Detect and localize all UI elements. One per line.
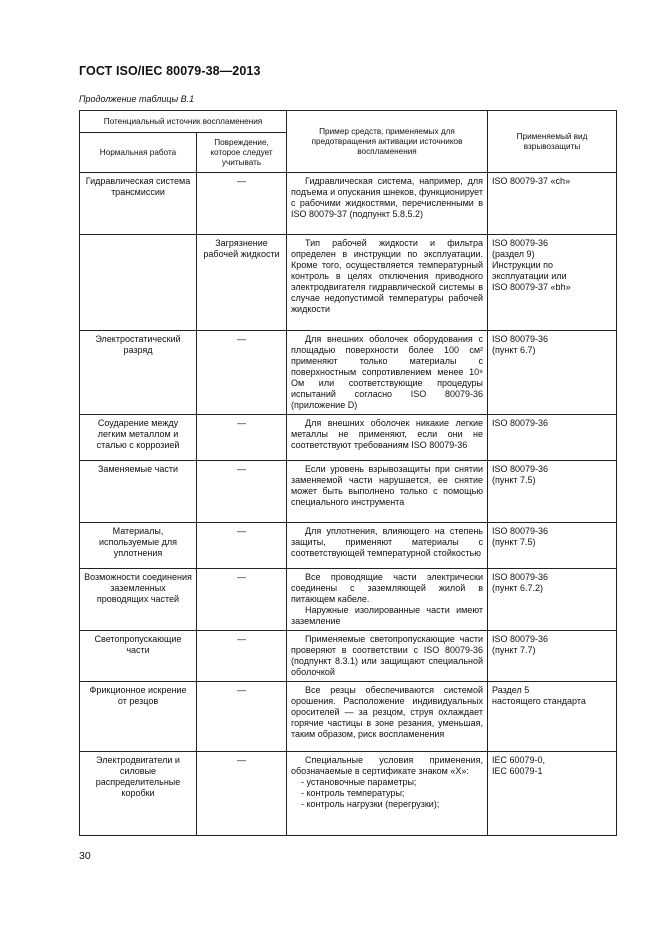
cell-normal-operation: Заменяемые части bbox=[80, 461, 197, 523]
protection-line: ISO 80079-37 «bh» bbox=[492, 282, 571, 292]
measure-paragraph: Все проводящие части электрически соединены с заземляющей жилой в питающем кабеле. bbox=[291, 572, 484, 604]
cell-damage: — bbox=[197, 173, 287, 235]
table-row bbox=[80, 173, 617, 235]
condition-item-text: контроль нагрузки (перегрузки); bbox=[306, 799, 440, 809]
protection-line: (пункт 7.5) bbox=[492, 537, 536, 547]
cell-protection-type bbox=[488, 461, 617, 523]
cell-damage: — bbox=[197, 752, 287, 836]
condition-item-text: контроль температуры; bbox=[306, 788, 405, 798]
cell-example-measures bbox=[287, 331, 488, 415]
measure-paragraph: Специальные условия применения, обозначаемые в сертификате знаком «X»: bbox=[291, 755, 484, 776]
cell-normal-operation: Соударение между легким металлом и сталью с коррозией bbox=[80, 415, 197, 461]
measure-paragraph: Тип рабочей жидкости и фильтра определен в инструкции по эксплуатации. Кроме того, осуществляется температурный контроль в целях отключения приводного электродвигателя гидравлической системы в случае недопустимой температуры рабочей жидкости bbox=[291, 238, 484, 314]
cell-protection-type bbox=[488, 569, 617, 631]
condition-item: - установочные параметры; bbox=[301, 777, 417, 787]
cell-example-measures bbox=[287, 523, 488, 569]
cell-example-measures bbox=[287, 752, 488, 836]
measure-paragraph: Наружные изолированные части имеют заземление bbox=[291, 605, 484, 626]
cell-damage: — bbox=[197, 415, 287, 461]
measure-paragraph: Гидравлическая система, например, для подъема и опускания шнеков, функционирует с рабочими жидкостями, перечисленными в ISO 80079-37 (подпункт 5.8.5.2) bbox=[291, 176, 484, 219]
cell-damage: — bbox=[197, 569, 287, 631]
cell-damage: — bbox=[197, 461, 287, 523]
cell-normal-operation: Электростатический разряд bbox=[80, 331, 197, 415]
table-row bbox=[80, 569, 617, 631]
table-row bbox=[80, 752, 617, 836]
protection-line: (раздел 9) bbox=[492, 249, 535, 259]
protection-line: ISO 80079-37 «ch» bbox=[492, 176, 571, 186]
condition-item-text: установочные параметры; bbox=[306, 777, 417, 787]
document-header: ГОСТ ISO/IEC 80079-38—2013 bbox=[79, 64, 261, 78]
ignition-sources-table bbox=[79, 110, 617, 836]
cell-example-measures bbox=[287, 569, 488, 631]
header-damage: Повреждение, которое следует учитывать bbox=[197, 133, 287, 173]
measure-paragraph: Для уплотнения, влияющего на степень защиты, применяют материалы с соответствующей температурной стойкостью bbox=[291, 526, 484, 558]
cell-protection-type bbox=[488, 235, 617, 331]
table-row bbox=[80, 631, 617, 682]
protection-line: ISO 80079-36 bbox=[492, 334, 549, 344]
cell-damage: Загрязнение рабочей жидкости bbox=[197, 235, 287, 331]
table-row bbox=[80, 523, 617, 569]
cell-normal-operation: Фрикционное искрение от резцов bbox=[80, 682, 197, 752]
protection-line: Инструкции по эксплуатации или bbox=[492, 260, 567, 281]
table-row bbox=[80, 415, 617, 461]
cell-example-measures bbox=[287, 461, 488, 523]
protection-line: (пункт 6.7.2) bbox=[492, 583, 544, 593]
protection-line: ISO 80079-36 bbox=[492, 238, 549, 248]
cell-protection-type bbox=[488, 752, 617, 836]
protection-line: ISO 80079-36 bbox=[492, 418, 549, 428]
page-number: 30 bbox=[79, 850, 91, 862]
measure-paragraph: Если уровень взрывозащиты при снятии заменяемой части нарушается, ее снятие может быть выполнено только с помощью специального инструмента bbox=[291, 464, 484, 507]
measure-paragraph: Для внешних оболочек оборудования с площадью поверхности более 100 см² применяют только материалы с поверхностным сопротивлением менее 10⁹ Ом или соответствующие процедуры испытаний согласно ISO 80079-36 (приложение D) bbox=[291, 334, 484, 410]
cell-normal-operation bbox=[80, 235, 197, 331]
condition-item: - контроль нагрузки (перегрузки); bbox=[301, 799, 440, 809]
cell-normal-operation: Возможности соединения заземленных проводящих частей bbox=[80, 569, 197, 631]
protection-line: ISO 80079-36 bbox=[492, 572, 549, 582]
protection-line: ISO 80079-36 bbox=[492, 464, 549, 474]
cell-protection-type bbox=[488, 415, 617, 461]
conditions-list bbox=[291, 777, 483, 810]
table-row bbox=[80, 331, 617, 415]
table-row bbox=[80, 682, 617, 752]
table-caption: Продолжение таблицы В.1 bbox=[79, 94, 195, 104]
cell-example-measures bbox=[287, 631, 488, 682]
cell-example-measures bbox=[287, 173, 488, 235]
table-body bbox=[80, 173, 617, 836]
cell-example-measures bbox=[287, 415, 488, 461]
protection-line: ISO 80079-36 bbox=[492, 634, 549, 644]
cell-normal-operation: Гидравлическая система трансмиссии bbox=[80, 173, 197, 235]
header-ignition-source-group: Потенциальный источник воспламенения bbox=[80, 111, 287, 133]
protection-line: (пункт 7.7) bbox=[492, 645, 536, 655]
cell-normal-operation: Материалы, используемые для уплотнения bbox=[80, 523, 197, 569]
cell-damage: — bbox=[197, 631, 287, 682]
cell-protection-type bbox=[488, 173, 617, 235]
protection-line: настоящего стандарта bbox=[492, 696, 586, 706]
protection-line: (пункт 7.5) bbox=[492, 475, 536, 485]
header-example-measures: Пример средств, применяемых для предотвращения активации источников воспламенения bbox=[287, 111, 488, 173]
table-row bbox=[80, 235, 617, 331]
protection-line: ISO 80079-36 bbox=[492, 526, 549, 536]
header-normal-operation: Нормальная работа bbox=[80, 133, 197, 173]
header-protection-type: Применяемый вид взрывозащиты bbox=[488, 111, 617, 173]
cell-damage: — bbox=[197, 523, 287, 569]
protection-line: (пункт 6.7) bbox=[492, 345, 536, 355]
cell-damage: — bbox=[197, 682, 287, 752]
protection-line: Раздел 5 bbox=[492, 685, 530, 695]
measure-paragraph: Применяемые светопропускающие части проверяют в соответствии с ISO 80079-36 (подпункт 8.3.1) или защищают специальной оболочкой bbox=[291, 634, 484, 677]
cell-example-measures bbox=[287, 682, 488, 752]
condition-item: - контроль температуры; bbox=[301, 788, 405, 798]
cell-normal-operation: Электродвигатели и силовые распределительные коробки bbox=[80, 752, 197, 836]
table-row bbox=[80, 461, 617, 523]
protection-line: IEC 60079-0, bbox=[492, 755, 546, 765]
protection-line: IEC 60079-1 bbox=[492, 766, 543, 776]
cell-damage: — bbox=[197, 331, 287, 415]
cell-protection-type bbox=[488, 523, 617, 569]
measure-paragraph: Для внешних оболочек никакие легкие металлы не применяют, если они не соответствуют требованиям ISO 80079-36 bbox=[291, 418, 484, 450]
cell-protection-type bbox=[488, 682, 617, 752]
cell-normal-operation: Светопропускающие части bbox=[80, 631, 197, 682]
cell-protection-type bbox=[488, 631, 617, 682]
measure-paragraph: Все резцы обеспечиваются системой орошения. Расположение индивидуальных оросителей — за резцом, струя охлаждает горячие частицы в зоне резания, уменьшая, таким образом, риск воспламенения bbox=[291, 685, 484, 739]
cell-example-measures bbox=[287, 235, 488, 331]
cell-protection-type bbox=[488, 331, 617, 415]
